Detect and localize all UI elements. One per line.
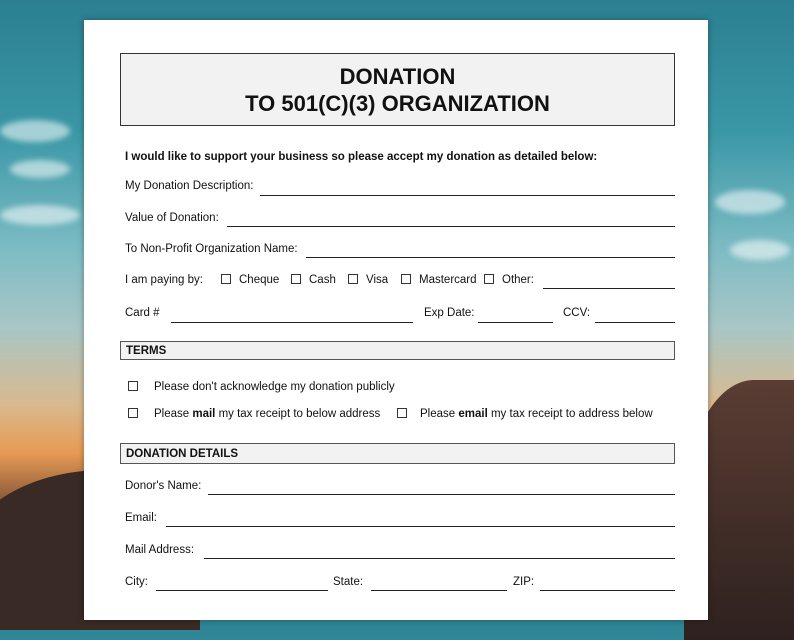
checkbox-icon[interactable] — [484, 274, 494, 284]
donation-details-heading: DONATION DETAILS — [120, 443, 675, 464]
checkbox-icon[interactable] — [221, 274, 231, 284]
description-label: My Donation Description: — [125, 180, 254, 192]
terms-email-post: my tax receipt to address below — [487, 408, 653, 420]
checkbox-icon[interactable] — [128, 408, 138, 418]
terms-no-acknowledge-label: Please don't acknowledge my donation publicly — [154, 381, 395, 393]
terms-email-receipt[interactable] — [397, 408, 653, 420]
option-cheque-label: Cheque — [239, 274, 280, 286]
terms-email-bold: email — [458, 408, 488, 420]
ccv-field[interactable] — [595, 322, 675, 323]
ccv-label: CCV: — [563, 307, 591, 319]
card-number-label: Card # — [125, 307, 160, 319]
mail-address-field[interactable] — [204, 558, 675, 559]
city-field[interactable] — [156, 590, 328, 591]
card-number-field[interactable] — [171, 322, 413, 323]
paying-by-label: I am paying by: — [125, 274, 203, 286]
background-cloud — [715, 190, 785, 214]
background-cloud — [0, 120, 70, 142]
terms-heading: TERMS — [120, 341, 675, 360]
option-cash-label: Cash — [309, 274, 336, 286]
city-label: City: — [125, 576, 148, 588]
terms-mail-post: my tax receipt to below address — [215, 408, 381, 420]
title-line-1: DONATION — [339, 64, 456, 89]
email-field[interactable] — [166, 526, 675, 527]
checkbox-icon[interactable] — [128, 381, 138, 391]
option-cash[interactable] — [291, 274, 336, 286]
checkbox-icon[interactable] — [401, 274, 411, 284]
background-cloud — [10, 160, 70, 178]
terms-mail-bold: mail — [192, 408, 216, 420]
title-line-2: TO 501(C)(3) ORGANIZATION — [245, 91, 550, 116]
other-method-field[interactable] — [543, 288, 675, 289]
checkbox-icon[interactable] — [397, 408, 407, 418]
org-name-label: To Non-Profit Organization Name: — [125, 243, 298, 255]
value-label: Value of Donation: — [125, 212, 219, 224]
org-name-field[interactable] — [306, 257, 675, 258]
donor-name-label: Donor's Name: — [125, 480, 202, 492]
terms-no-acknowledge[interactable] — [128, 381, 395, 393]
donor-name-field[interactable] — [208, 494, 675, 495]
option-mastercard[interactable] — [401, 274, 477, 286]
state-field[interactable] — [371, 590, 507, 591]
background-cloud — [730, 240, 790, 260]
checkbox-icon[interactable] — [291, 274, 301, 284]
option-mastercard-label: Mastercard — [419, 274, 477, 286]
option-other-label: Other: — [502, 274, 534, 286]
option-visa-label: Visa — [366, 274, 389, 286]
option-visa[interactable] — [348, 274, 388, 286]
terms-mail-pre: Please — [154, 408, 193, 420]
mail-address-label: Mail Address: — [125, 544, 195, 556]
exp-date-field[interactable] — [478, 322, 553, 323]
donation-form-page — [84, 20, 708, 620]
state-label: State: — [333, 576, 364, 588]
intro-text: I would like to support your business so please accept my donation as detailed below: — [125, 151, 598, 163]
value-field[interactable] — [227, 226, 675, 227]
form-title — [120, 53, 675, 126]
exp-date-label: Exp Date: — [424, 307, 475, 319]
zip-label: ZIP: — [513, 576, 535, 588]
description-field[interactable] — [260, 195, 675, 196]
terms-mail-receipt[interactable] — [128, 408, 380, 420]
option-cheque[interactable] — [221, 274, 279, 286]
background-cloud — [0, 205, 80, 225]
option-other[interactable] — [484, 274, 534, 286]
terms-email-pre: Please — [420, 408, 459, 420]
email-label: Email: — [125, 512, 157, 524]
checkbox-icon[interactable] — [348, 274, 358, 284]
zip-field[interactable] — [540, 590, 675, 591]
